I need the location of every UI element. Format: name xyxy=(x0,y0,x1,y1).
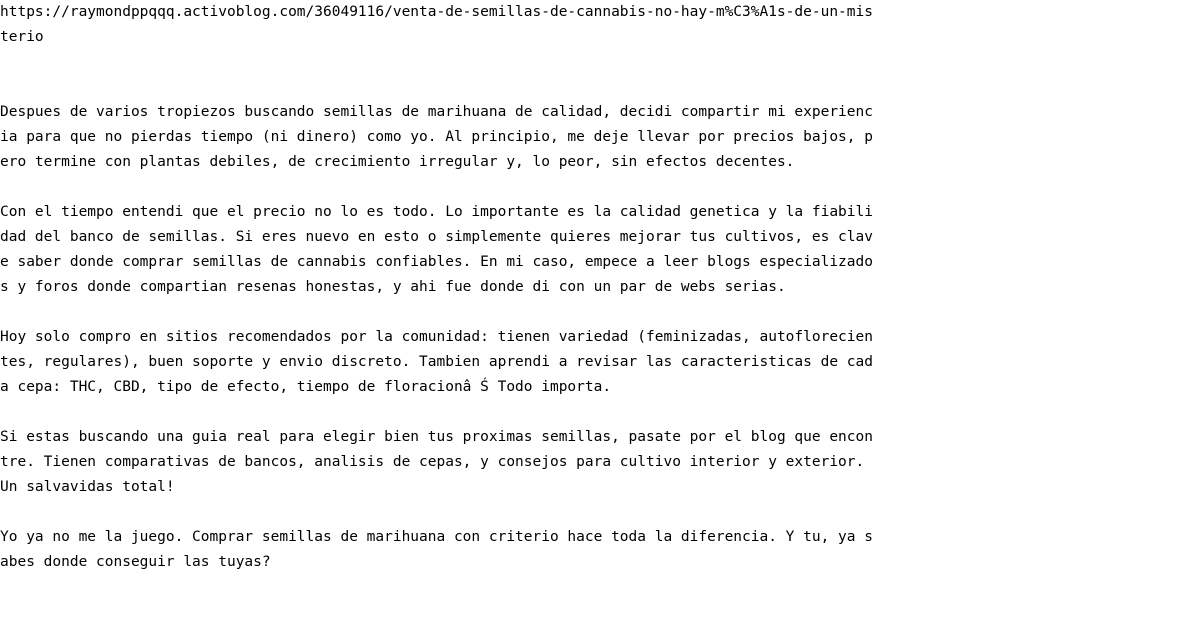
paragraph-line: a cepa: THC, CBD, tipo de efecto, tiempo de floracionâ Ś Todo importa. xyxy=(0,379,612,395)
paragraph-line: s y foros donde compartian resenas honestas, y ahi fue donde di con un par de webs serias. xyxy=(0,279,786,295)
paragraph-line: tes, regulares), buen soporte y envio discreto. Tambien aprendi a revisar las caracteristicas de cad xyxy=(0,354,873,370)
paragraph-line: Yo ya no me la juego. Comprar semillas de marihuana con criterio hace toda la diferencia. Y tu, ya s xyxy=(0,529,873,545)
paragraph-3 xyxy=(0,325,904,400)
url-line: https://raymondppqqq.activoblog.com/36049116/venta-de-semillas-de-cannabis-no-hay-m%C3%A1s-de-un-mis xyxy=(0,4,873,20)
paragraph-line: Con el tiempo entendi que el precio no lo es todo. Lo importante es la calidad genetica y la fiabili xyxy=(0,204,873,220)
paragraph-5 xyxy=(0,525,904,575)
spacer xyxy=(0,75,904,100)
paragraph-line: e saber donde comprar semillas de cannabis confiables. En mi caso, empece a leer blogs especializado xyxy=(0,254,873,270)
paragraph-4 xyxy=(0,425,904,500)
paragraph-line: ero termine con plantas debiles, de crecimiento irregular y, lo peor, sin efectos decentes. xyxy=(0,154,795,170)
url-line: terio xyxy=(0,29,44,45)
paragraph-line: Si estas buscando una guia real para elegir bien tus proximas semillas, pasate por el blog que encon xyxy=(0,429,873,445)
url-block xyxy=(0,0,904,50)
spacer xyxy=(0,175,904,200)
paragraph-line: Hoy solo compro en sitios recomendados por la comunidad: tienen variedad (feminizadas, autoflorecien xyxy=(0,329,873,345)
paragraph-2 xyxy=(0,200,904,300)
paragraph-line: tre. Tienen comparativas de bancos, analisis de cepas, y consejos para cultivo interior y exterior. xyxy=(0,454,865,470)
spacer xyxy=(0,50,904,75)
paragraph-line: Despues de varios tropiezos buscando semillas de marihuana de calidad, decidi compartir mi experienc xyxy=(0,104,873,120)
paragraph-line: abes donde conseguir las tuyas? xyxy=(0,554,271,570)
paragraph-line: Un salvavidas total! xyxy=(0,479,175,495)
spacer xyxy=(0,300,904,325)
spacer xyxy=(0,400,904,425)
paragraph-1 xyxy=(0,100,904,175)
paragraph-line: ia para que no pierdas tiempo (ni dinero) como yo. Al principio, me deje llevar por precios bajos, p xyxy=(0,129,873,145)
paragraph-line: dad del banco de semillas. Si eres nuevo en esto o simplemente quieres mejorar tus cultivos, es clav xyxy=(0,229,873,245)
spacer xyxy=(0,500,904,525)
